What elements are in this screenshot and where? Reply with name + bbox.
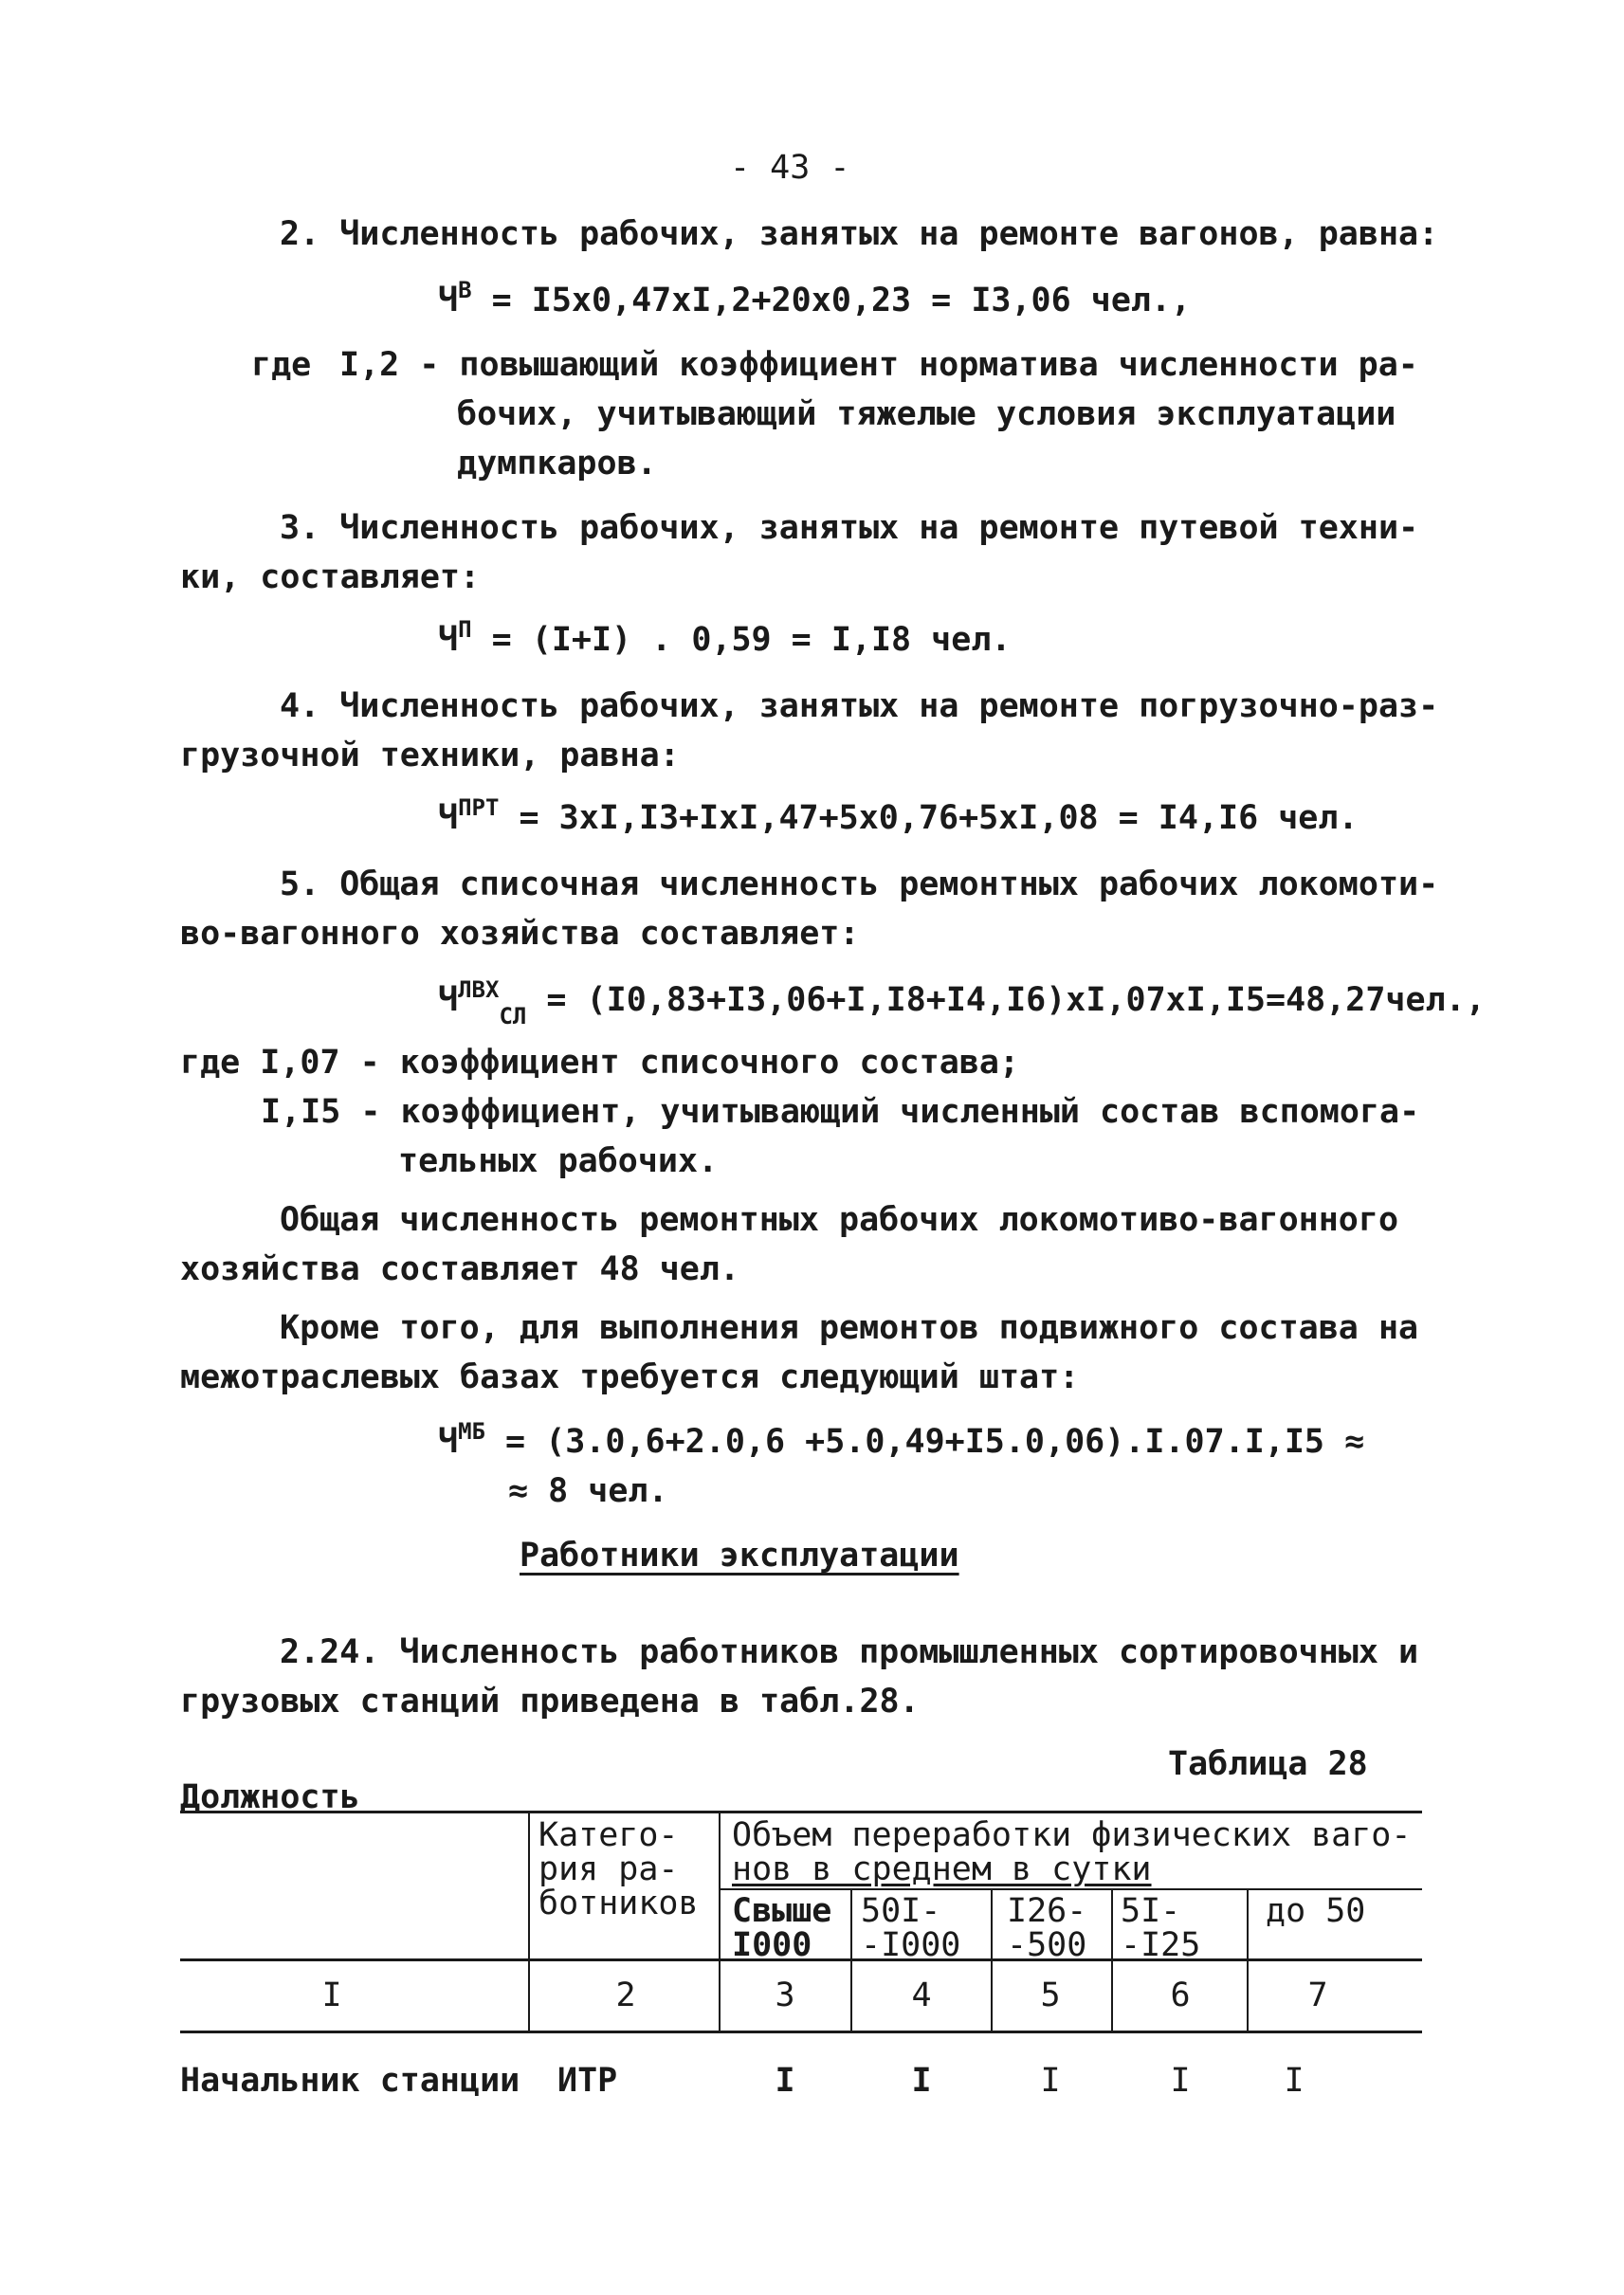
header-volume-group <box>732 1818 1411 1886</box>
paragraph-2: 2. Численность рабочих, занятых на ремонте вагонов, равна: <box>280 215 1439 253</box>
header-sub-up-to-50 <box>1266 1894 1365 1928</box>
header-position-label: Должность <box>180 1778 360 1816</box>
formula-interbranch <box>438 1418 1364 1466</box>
formula-symbol: Ч <box>438 621 459 659</box>
where-line-3: думпкаров. <box>457 445 657 483</box>
header-sub-line: -500 <box>1007 1926 1087 1964</box>
where-2-line-3: тельных рабочих. <box>398 1142 719 1180</box>
formula-expression: = (3.0,6+2.0,6 +5.0,49+I5.0,06).I.07.I,I5 ≈ <box>484 1423 1365 1461</box>
header-sub-line: I26- <box>1007 1892 1087 1930</box>
table-col-divider-6 <box>1247 1888 1249 2031</box>
formula-symbol: Ч <box>438 282 459 319</box>
formula-symbol: Ч <box>438 981 459 1019</box>
header-category-line: ботников <box>538 1885 699 1922</box>
header-sub-line: Свыше <box>732 1892 832 1930</box>
where-line-1: I,2 - повышающий коэффициент норматива численности ра- <box>339 346 1418 384</box>
header-sub-501-1000 <box>861 1894 960 1962</box>
paragraph-3-line-2: ки, составляет: <box>180 558 481 596</box>
formula-subscript: СЛ <box>499 1003 527 1029</box>
where-line-2: бочих, учитывающий тяжелые условия эксплуатации <box>457 395 1396 433</box>
column-number: 3 <box>775 1976 795 2014</box>
header-sub-line: -I25 <box>1121 1926 1201 1964</box>
paragraph-4-line-1: 4. Численность рабочих, занятых на ремонте погрузочно-раз- <box>280 687 1439 725</box>
table-col-divider-5 <box>1111 1888 1113 2031</box>
extra-line-2: межотраслевых базах требуется следующий штат: <box>180 1358 1080 1396</box>
formula-track <box>438 616 1011 664</box>
where-2-line-1: где I,07 - коэффициент списочного состава; <box>180 1044 1020 1082</box>
table-caption: Таблица 28 <box>1168 1745 1368 1783</box>
header-sub-line: -I000 <box>861 1926 961 1964</box>
row-value: I <box>1284 2062 1305 2100</box>
table-col-divider-2 <box>719 1811 721 2031</box>
table-group-divider <box>721 1888 1422 1890</box>
paragraph-2-24-line-1: 2.24. Численность работников промышленных сортировочных и <box>280 1633 1419 1671</box>
where-label: где <box>251 346 312 384</box>
paragraph-2-24-line-2: грузовых станций приведена в табл.28. <box>180 1683 920 1721</box>
formula-loading <box>438 794 1359 842</box>
row-value: I <box>911 2062 932 2100</box>
table-col-divider-4 <box>991 1888 993 2031</box>
header-sub-51-125 <box>1121 1894 1200 1962</box>
table-top-border <box>180 1811 1422 1813</box>
formula-expression: = (I0,83+I3,06+I,I8+I4,I6)xI,07xI,I5=48,27чел., <box>526 981 1486 1019</box>
header-category-line: Катего- <box>538 1816 679 1854</box>
header-sub-over-1000 <box>732 1894 831 1962</box>
where-2-line-2: I,I5 - коэффициент, учитывающий численный состав вспомога- <box>261 1093 1420 1131</box>
formula-symbol: Ч <box>438 1423 459 1461</box>
header-category-line: рия ра- <box>538 1850 679 1888</box>
column-number: 4 <box>911 1976 932 2014</box>
summary-line-2: хозяйства составляет 48 чел. <box>180 1250 740 1288</box>
column-number: 2 <box>615 1976 636 2014</box>
paragraph-4-line-2: грузочной техники, равна: <box>180 737 680 774</box>
summary-line-1: Общая численность ремонтных рабочих локомотиво-вагонного <box>280 1201 1399 1239</box>
paragraph-5-line-1: 5. Общая списочная численность ремонтных рабочих локомоти- <box>280 865 1439 903</box>
formula-wagons <box>438 277 1191 324</box>
row-value: I <box>775 2062 795 2100</box>
formula-symbol: Ч <box>438 799 459 837</box>
formula-superscript: В <box>458 277 472 303</box>
header-sub-126-500 <box>1007 1894 1086 1962</box>
table-col-divider-1 <box>528 1811 530 2031</box>
formula-superscript: ЛВХ <box>458 976 500 1003</box>
formula-expression: = 3xI,I3+IxI,47+5x0,76+5xI,08 = I4,I6 чел. <box>499 799 1359 837</box>
header-sub-line: 5I- <box>1121 1892 1181 1930</box>
formula-superscript: ПРТ <box>458 794 500 821</box>
header-volume-line-2: нов в среднем в сутки <box>732 1850 1152 1888</box>
column-number: 7 <box>1307 1976 1328 2014</box>
column-number: 6 <box>1170 1976 1191 2014</box>
header-category <box>538 1818 699 1921</box>
formula-expression: = (I+I) . 0,59 = I,I8 чел. <box>471 621 1012 659</box>
header-sub-line: до 50 <box>1266 1892 1366 1930</box>
header-volume-line-1: Объем переработки физических ваго- <box>732 1816 1412 1854</box>
formula-superscript: МБ <box>458 1418 485 1445</box>
paragraph-5-line-2: во-вагонного хозяйства составляет: <box>180 915 860 953</box>
header-sub-line: 50I- <box>861 1892 941 1930</box>
section-heading: Работники эксплуатации <box>520 1537 959 1575</box>
row-position: Начальник станции <box>180 2062 520 2100</box>
page-number: - 43 - <box>730 149 850 187</box>
formula-superscript: П <box>458 616 472 643</box>
header-sub-line: I000 <box>732 1926 812 1964</box>
formula-expression: = I5x0,47xI,2+20x0,23 = I3,06 чел., <box>471 282 1192 319</box>
extra-line-1: Кроме того, для выполнения ремонтов подвижного состава на <box>280 1309 1419 1347</box>
formula-total <box>438 976 1486 1027</box>
table-col-divider-3 <box>850 1888 852 2031</box>
row-category: ИТР <box>557 2062 618 2100</box>
row-value: I <box>1040 2062 1061 2100</box>
formula-interbranch-result: ≈ 8 чел. <box>508 1472 668 1510</box>
column-number: I <box>321 1976 342 2014</box>
paragraph-3-line-1: 3. Численность рабочих, занятых на ремонте путевой техни- <box>280 509 1419 547</box>
table-numbers-border <box>180 2031 1422 2033</box>
row-value: I <box>1170 2062 1191 2100</box>
column-number: 5 <box>1040 1976 1061 2014</box>
